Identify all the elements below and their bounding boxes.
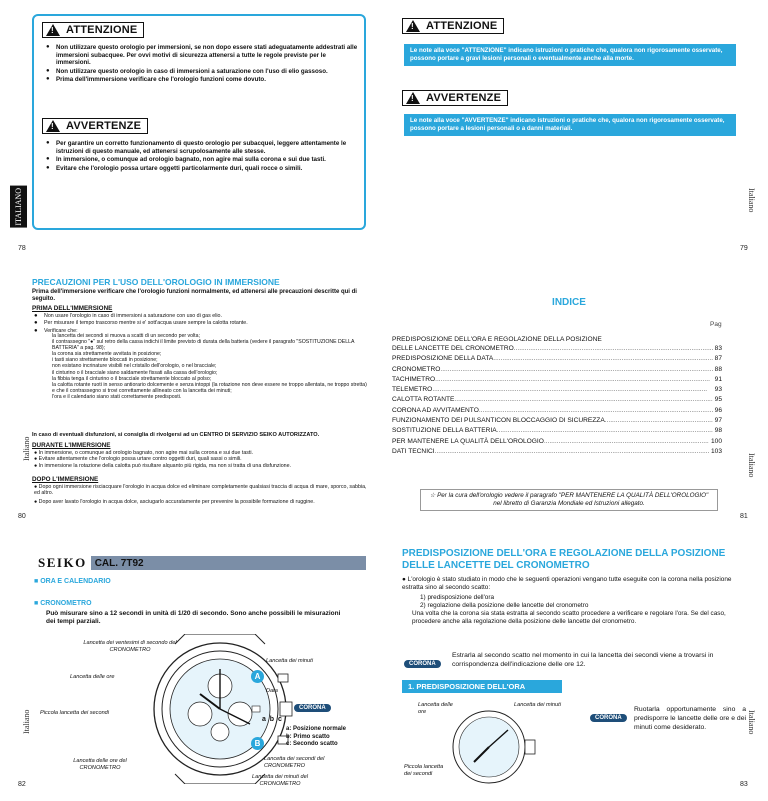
caliber-label: CAL. 7T92	[94, 557, 144, 569]
page-80	[0, 267, 384, 534]
brand-header	[34, 556, 366, 570]
crown-positions: a b c	[262, 716, 282, 723]
intro-text: Prima dell'immersione verificare che l'orologio funzioni normalmente, ed attenersi alle precauzioni descritte qui di seguito.	[32, 289, 357, 302]
feature-2: ■ CRONOMETRO	[34, 600, 92, 607]
leader-dots	[493, 354, 712, 364]
avvertenze-heading: ! AVVERTENZE	[402, 90, 508, 109]
index-entry-page: 96	[714, 406, 722, 414]
brand-logo: SEIKO	[34, 556, 91, 570]
attenzione-heading: ! ATTENZIONE	[402, 18, 504, 37]
index-entry-title: CRONOMETRO	[392, 365, 441, 373]
index-entry-page: 100	[710, 437, 722, 445]
index-list	[392, 335, 722, 457]
label-small-seconds: Piccola lancetta dei secondi	[404, 764, 444, 777]
during-list	[34, 450, 368, 469]
corona-text: Estrarla al secondo scatto nel momento in cui la lancetta dei secondi viene a trovarsi in corrispondenza dell'indicazione delle ore 12.	[452, 652, 714, 668]
label-minute-hand: Lancetta dei minuti	[266, 658, 313, 664]
rotate-text: Ruotarla opportunamente sino a predisporre le lancette delle ore e dei minuti come desiderato.	[634, 706, 746, 731]
index-entry	[392, 416, 722, 426]
index-entry-title: TELEMETRO	[392, 386, 433, 394]
list-item: ● Dopo ogni immersione risciacquare l'orologio in acqua dolce ed eliminare completamente qualsiasi traccia di acqua di mare, sporco, sabbia, ed altro.	[34, 484, 367, 497]
avvertenze-heading: ! AVVERTENZE	[42, 118, 148, 137]
crown-legend: a: Posizione normale b: Primo scatto c: Secondo scatto	[286, 726, 347, 747]
list-item: la fibbia tenga il cinturino o il bracciale strettamente bloccato al polso;	[52, 375, 212, 382]
during-heading: DURANTE L'IMMERSIONE	[32, 442, 111, 449]
steps: 1) predisposizione dell'ora 2) regolazione della posizione delle lancette del cronometro	[420, 594, 589, 609]
warning-icon	[46, 24, 60, 36]
intro-text: ● L'orologio è stato studiato in modo che le seguenti operazioni vengano tutte eseguite con la corona nella posizione estratta sino al secondo scatto:	[402, 576, 732, 591]
index-entry-title: PER MANTENERE LA QUALITÀ DELL'OROLOGIO	[392, 437, 544, 445]
label-20th-seconds: Lancetta dei ventesimi di secondo del CRONOMETRO	[83, 640, 177, 653]
button-b: B	[251, 737, 264, 750]
button-a: A	[251, 670, 264, 683]
check-list	[52, 333, 368, 400]
side-label: Italiano	[22, 436, 31, 461]
label-chrono-minutes: Lancetta dei minuti del CRONOMETRO	[252, 774, 308, 787]
page-number: 79	[740, 245, 748, 252]
list-item: non esistano incrinature visibili nel cristallo dell'orologio, o nel bracciale;	[52, 363, 217, 370]
page-81	[384, 267, 768, 534]
list-item: ● Non usare l'orologio in caso di immersioni a saturazione con uso di gas elio.	[34, 313, 368, 319]
index-entry	[392, 375, 722, 385]
list-item: ● Prima dell'immmersione verificare che l'orologio funzioni come dovuto.	[46, 76, 358, 84]
index-entry	[392, 365, 722, 375]
page-title: PREDISPOSIZIONE DELL'ORA E REGOLAZIONE DELLA POSIZIONE DELLE LANCETTE DEL CRONOMETRO	[402, 548, 726, 571]
index-entry-title: CORONA AD AVVITAMENTO	[392, 406, 479, 414]
side-label: Italiano	[747, 453, 756, 478]
warning-icon	[406, 92, 420, 104]
feature-2-desc: Può misurare sino a 12 secondi in unità di 1/20 di secondo. Sono anche possibili le misurazioni dei tempi parziali.	[46, 610, 341, 625]
index-entry	[392, 354, 722, 364]
leader-dots	[514, 344, 713, 354]
index-entries	[392, 344, 722, 457]
corona-tag: CORONA	[294, 696, 331, 714]
section-heading: 1. PREDISPOSIZIONE DELL'ORA	[402, 680, 562, 693]
service-note: In caso di eventuali disfunzioni, si consiglia di rivolgersi ad un CENTRO DI SERVIZIO SEIKO AUTORIZZATO.	[32, 432, 320, 438]
list-item: ● In immersione, o comunque ad orologio bagnato, non agire mai sulla corona e sui due tasti.	[34, 450, 254, 456]
side-label: ITALIANO	[10, 186, 27, 228]
before-list	[34, 313, 368, 335]
attenzione-note: Le note alla voce "ATTENZIONE" indicano istruzioni o pratiche che, qualora non rigorosamente osservate, possono portare a gravi lesioni personali o eventualmente anche alla morte.	[404, 44, 736, 66]
feature-1: ■ ORA E CALENDARIO	[34, 578, 111, 585]
list-item: ● In immersione la rotazione della calotta può risultare alquanto più rigida, ma non si tratta di una disfunzione.	[34, 462, 292, 469]
index-entry-page: 103	[710, 447, 722, 455]
leader-dots	[479, 406, 713, 416]
attenzione-list	[46, 44, 358, 85]
page-number: 81	[740, 513, 748, 520]
leader-dots	[454, 395, 712, 405]
index-entry	[392, 344, 722, 354]
index-entry-page: 98	[714, 427, 722, 435]
index-entry	[392, 406, 722, 416]
index-entry-page: 95	[714, 396, 722, 404]
list-item: i tasti siano strettamente bloccati in posizione;	[52, 357, 158, 364]
footnote-box	[420, 489, 718, 511]
side-label: Italiano	[22, 709, 31, 734]
attenzione-heading: ! ATTENZIONE	[42, 22, 144, 41]
list-item: ● Dopo aver lavato l'orologio in acqua dolce, asciugarlo accuratamente per prevenire la possibile formazione di ruggine.	[34, 498, 315, 505]
leader-dots	[605, 416, 713, 426]
watch-diagram	[434, 702, 544, 792]
list-item: ● Non utilizzare questo orologio per immersioni, se non dopo essere stati adeguatamente addestrati alle immersioni subacquee. Per ovvi motivi di sicurezza attenersi a tutte le regole previste per le immersioni.	[46, 44, 358, 67]
index-entry-title: DELLE LANCETTE DEL CRONOMETRO	[392, 345, 514, 352]
list-item: ● Non utilizzare questo orologio in caso di immersioni a saturazione con l'uso di elio gassoso.	[46, 68, 358, 76]
page-78	[0, 0, 384, 267]
footnote-text: ☆ Per la cura dell'orologio vedere il paragrafo "PER MANTENERE LA QUALITÀ DELL'OROLOGIO" nel libretto di Garanzia Mondiale ed Istruzioni allegato.	[429, 492, 709, 507]
index-entry-page: 91	[714, 375, 722, 383]
index-entry-page: 88	[714, 365, 722, 373]
index-entry-page: 83	[714, 345, 722, 352]
page-82	[0, 534, 384, 801]
page-number: 80	[18, 513, 26, 520]
page-title: PRECAUZIONI PER L'USO DELL'OROLOGIO IN IMMERSIONE	[32, 277, 280, 287]
avvertenze-list	[46, 140, 358, 173]
page-83	[384, 534, 768, 801]
index-entry-page: 97	[714, 417, 722, 425]
index-entry-title: TACHIMETRO	[392, 375, 436, 383]
page-number: 82	[18, 781, 26, 788]
list-item: il cinturino o il bracciale siano saldamente fissati alla cassa dell'orologio;	[52, 369, 218, 376]
list-item: ● Evitare attentamente che l'orologio possa urtare contro oggetti duri, quali sassi o simili.	[34, 456, 242, 463]
index-entry-title: PREDISPOSIZIONE DELLA DATA	[392, 355, 494, 363]
pag-label: Pag	[710, 321, 722, 328]
corona-tag: CORONA	[404, 652, 441, 670]
index-entry-title: SOSTITUZIONE DELLA BATTERIA	[392, 427, 497, 435]
label-minutes: Lancetta dei minuti	[514, 702, 561, 708]
leader-dots	[435, 375, 713, 385]
after-steps: Una volta che la corona sia stata estratta al secondo scatto procedere a verificare e regolare l'ora. Se del caso, procedere anche alla regolazione della posizione delle lancette del cronometro.	[412, 610, 726, 625]
leader-dots	[544, 437, 709, 447]
index-entry-title: DATI TECNICI	[392, 447, 435, 455]
leader-dots	[440, 365, 712, 375]
label-hour-hand: Lancetta delle ore	[70, 674, 115, 680]
after-heading: DOPO L'IMMERSIONE	[32, 476, 99, 483]
leader-dots	[497, 426, 713, 436]
list-item: ● In immersione, o comunque ad orologio bagnato, non agire mai sulla corona e sui due tasti.	[46, 156, 358, 164]
side-label: Italiano	[747, 188, 756, 213]
page-title: INDICE	[552, 297, 586, 308]
list-item: ● Verificare che:	[34, 328, 368, 334]
page-number: 83	[740, 781, 748, 788]
index-entry-page: 87	[714, 355, 722, 363]
list-item: la lancetta dei secondi si muova a scatti di un secondo per volta;	[52, 333, 200, 339]
label-chrono-hours: Lancetta delle ore del CRONOMETRO	[73, 758, 127, 771]
label-hours: Lancetta delle ore	[418, 702, 453, 715]
page-79	[384, 0, 768, 267]
avvertenze-note: Le note alla voce "AVVERTENZE" indicano istruzioni o pratiche che, qualora non rigorosamente osservate, possono portare a lesioni personali o a danni materiali.	[404, 114, 736, 136]
side-label: Italiano	[747, 710, 756, 735]
index-entry: PREDISPOSIZIONE DELL'ORA E REGOLAZIONE DELLA POSIZIONE	[392, 336, 602, 343]
after-list	[34, 484, 368, 505]
list-item: l'ora e il calendario siano stati correttamente predisposti.	[52, 393, 182, 400]
list-item: la corona sia strettamente avvitata in posizione;	[52, 351, 162, 358]
list-item: il contrassegno "●" sul retro della cassa indichi il limite previsto di durata della batteria (vedere il paragrafo "SOSTITUZIONE DELLA BATTERIA" a pag. 98);	[52, 339, 355, 352]
list-item: la calotta rotante ruoti in senso antiorario dolcemente e senza intoppi (la rotazione non deve essere ne troppo allentata, ne troppo stretta) e che il contrassegno si trovi correttamente allineato con la lancetta dei minuti;	[52, 381, 367, 394]
index-entry	[392, 395, 722, 405]
label-date: Data	[266, 688, 278, 694]
corona-tag: CORONA	[590, 706, 627, 724]
warning-icon	[46, 120, 60, 132]
list-item: ● Evitare che l'orologio possa urtare oggetti particolarmente duri, quali rocce o simili.	[46, 165, 358, 173]
label-chrono-seconds: Lancetta dei secondi del CRONOMETRO	[264, 756, 325, 769]
before-heading: PRIMA DELL'IMMERSIONE	[32, 305, 113, 312]
label-small-seconds: Piccola lancetta dei secondi	[40, 710, 110, 716]
leader-dots	[435, 447, 709, 457]
index-entry	[392, 385, 722, 395]
index-entry-title: CALOTTA ROTANTE	[392, 396, 455, 404]
index-entry	[392, 437, 722, 447]
warning-icon	[406, 20, 420, 32]
list-item: ● Per garantire un corretto funzionamento di questo orologio per subacquei, leggere attentamente le istruzioni di questo manuale, ed attenersi scrupolosamente alle stesse.	[46, 140, 358, 155]
index-entry	[392, 447, 722, 457]
index-entry-title: FUNZIONAMENTO DEI PULSANTICON BLOCCAGGIO DI SICUREZZA	[392, 417, 605, 425]
leader-dots	[432, 385, 712, 395]
index-entry-page: 93	[714, 386, 722, 394]
index-entry	[392, 426, 722, 436]
list-item: ● Per misurare il tempo trascorso mentre si e' sott'acqua usare sempre la calotta rotante.	[34, 320, 368, 326]
page-number: 78	[18, 245, 26, 252]
